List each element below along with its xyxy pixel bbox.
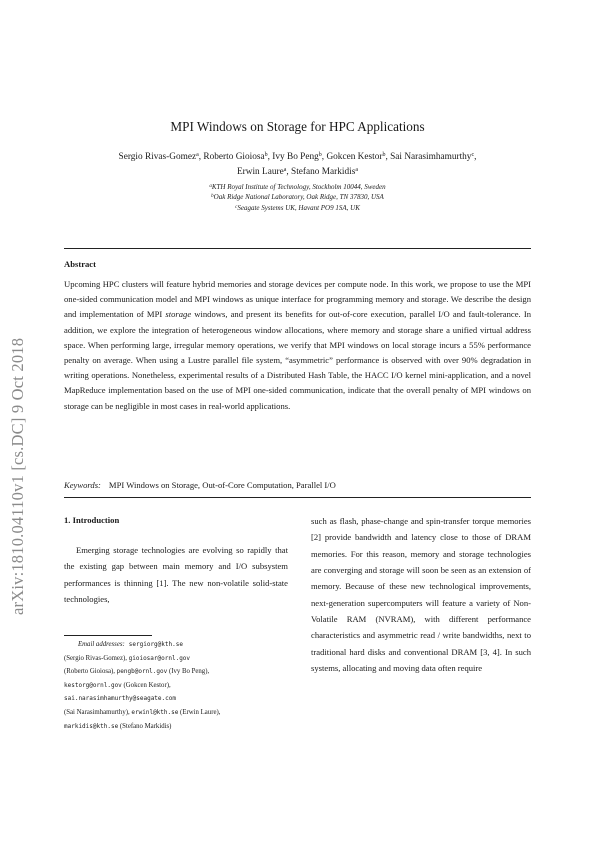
- affiliation: [64, 192, 531, 202]
- footnote-name: (Gokcen Kestor),: [121, 681, 171, 689]
- footnote-line: [64, 652, 299, 666]
- footnote-name: (Sergio Rivas-Gomez),: [64, 654, 129, 662]
- author-affil-mark: a: [355, 167, 359, 173]
- affil-text: Oak Ridge National Laboratory, Oak Ridge, TN 37830, USA: [213, 193, 384, 202]
- author-affil-mark: a: [196, 152, 199, 158]
- affiliation-list: [64, 182, 531, 213]
- email-link[interactable]: pengb@ornl.gov: [116, 668, 168, 676]
- author-name: Erwin Laure: [236, 167, 284, 177]
- footnote-line: [64, 692, 299, 706]
- author-list: [64, 150, 531, 180]
- affil-mark: a: [209, 184, 212, 189]
- email-link[interactable]: sergiorg@kth.se: [128, 641, 183, 648]
- footnote-name: (Ivy Bo Peng),: [167, 668, 210, 676]
- email-link[interactable]: markidis@kth.se: [64, 722, 119, 730]
- email-link[interactable]: sai.narasimhamurthy@seagate.com: [64, 695, 176, 703]
- author-name: Roberto Gioiosa: [203, 152, 265, 162]
- footnote-line: [64, 665, 299, 679]
- footnote-name: (Stefano Markidis): [118, 722, 172, 730]
- footnotes: [64, 638, 299, 733]
- author-affil-mark: c: [471, 152, 475, 158]
- author-name: Gokcen Kestor: [326, 152, 383, 162]
- section-heading: 1. Introduction: [64, 515, 120, 525]
- author-name: Stefano Markidis: [291, 167, 356, 177]
- footnote-line: [64, 720, 299, 734]
- abstract-bottom-rule: [64, 497, 531, 498]
- keywords-label: Keywords:: [64, 480, 101, 490]
- abstract-text-1: Upcoming HPC clusters will feature hybrid memories and storage devices per compute node. In this work, we propose to use the MPI one-sided communication model and MPI windows as unique interface for programming memory and storage. We describe the design and implementation of MPI: [64, 279, 531, 320]
- intro-right-column: such as flash, phase-change and spin-transfer torque memories [2] provide bandwidth and latency close to those of DRAM memories. For this reason, memory and storage technologies are converging and storage will soon be seen as an extension of memory. Because of these new technological improvements, next-generation supercomputers will feature a variety of Non-Volatile RAM (NVRAM), with different performance characteristics and asymmetric read / write bandwidths, next to traditional hard disks and conventional DRAM [3, 4]. In such systems, allocating and moving data often require: [311, 516, 531, 674]
- authors-line-2: Erwin Laure$^a$, Stefano Markidis$^a$: [236, 167, 359, 177]
- abstract-heading: Abstract: [64, 259, 96, 269]
- author-name: Sai Narasimhamurthy: [390, 152, 472, 162]
- email-link[interactable]: kestorg@ornl.gov: [64, 681, 122, 689]
- footnote-line: [64, 679, 299, 693]
- footnote-line: [64, 638, 299, 652]
- abstract-top-rule: [64, 248, 531, 249]
- abstract-italic: storage: [165, 309, 192, 320]
- affiliation: [64, 182, 531, 192]
- email-link[interactable]: erwinl@kth.se: [131, 708, 179, 716]
- keywords-text: MPI Windows on Storage, Out-of-Core Computation, Parallel I/O: [108, 480, 336, 490]
- author-affil-mark: b: [382, 152, 386, 158]
- authors-line-1: Sergio Rivas-Gomez$^a$, Roberto Gioiosa$^b$, Ivy Bo Peng$^b$, Gokcen Kestor$^b$, Sai Narasimhamurthy$^c$,: [118, 152, 477, 162]
- affiliation: [64, 203, 531, 213]
- affil-text: KTH Royal Institute of Technology, Stockholm 10044, Sweden: [211, 183, 386, 191]
- footnote-name: (Sai Narasimhamurthy),: [64, 708, 132, 716]
- author-affil-mark: a: [283, 167, 287, 173]
- footnote-line: [64, 706, 299, 720]
- footnote-rule: [64, 635, 152, 636]
- keywords: [64, 480, 531, 490]
- footnote-name: (Erwin Laure),: [178, 708, 221, 716]
- author-affil-mark: b: [264, 152, 268, 158]
- author-name: Ivy Bo Peng: [272, 152, 319, 162]
- abstract-text-2: windows, and present its benefits for out-of-core execution, parallel I/O and fault-tolerance. In addition, we explore the integration of heterogeneous window allocations, where memory and storage share a unified virtual address space. When performing large, irregular memory operations, we verify that MPI windows on local storage incurs a 55% performance penalty on average. When using a Lustre parallel file system, “asymmetric” performance is observed with over 90% degradation in writing operations. Nonetheless, experimental results of a Distributed Hash Table, the HACC I/O kernel mini-application, and a novel MapReduce implementation based on the use of MPI one-sided communication, indicate that the overall penalty of MPI windows on storage can be negligible in most cases in real-world applications.: [64, 309, 531, 411]
- affil-mark: b: [211, 194, 214, 200]
- arxiv-stamp: arXiv:1810.04110v1 [cs.DC] 9 Oct 2018: [8, 337, 27, 615]
- author-name: Sergio Rivas-Gomez: [118, 152, 197, 162]
- intro-left-column: Emerging storage technologies are evolving so rapidly that the existing gap between main memory and I/O subsystem performances is thinning [1]. The new non-volatile solid-state technologies,: [64, 545, 288, 605]
- abstract-body: [64, 277, 531, 414]
- footnote-label: Email addresses:: [78, 641, 125, 648]
- author-affil-mark: b: [318, 152, 322, 158]
- paper-title: MPI Windows on Storage for HPC Applications: [170, 119, 425, 134]
- affil-text: Seagate Systems UK, Havant PO9 1SA, UK: [237, 203, 360, 212]
- email-link[interactable]: gioiosar@ornl.gov: [128, 654, 191, 662]
- affil-mark: c: [235, 204, 238, 210]
- footnote-name: (Roberto Gioiosa),: [64, 668, 117, 676]
